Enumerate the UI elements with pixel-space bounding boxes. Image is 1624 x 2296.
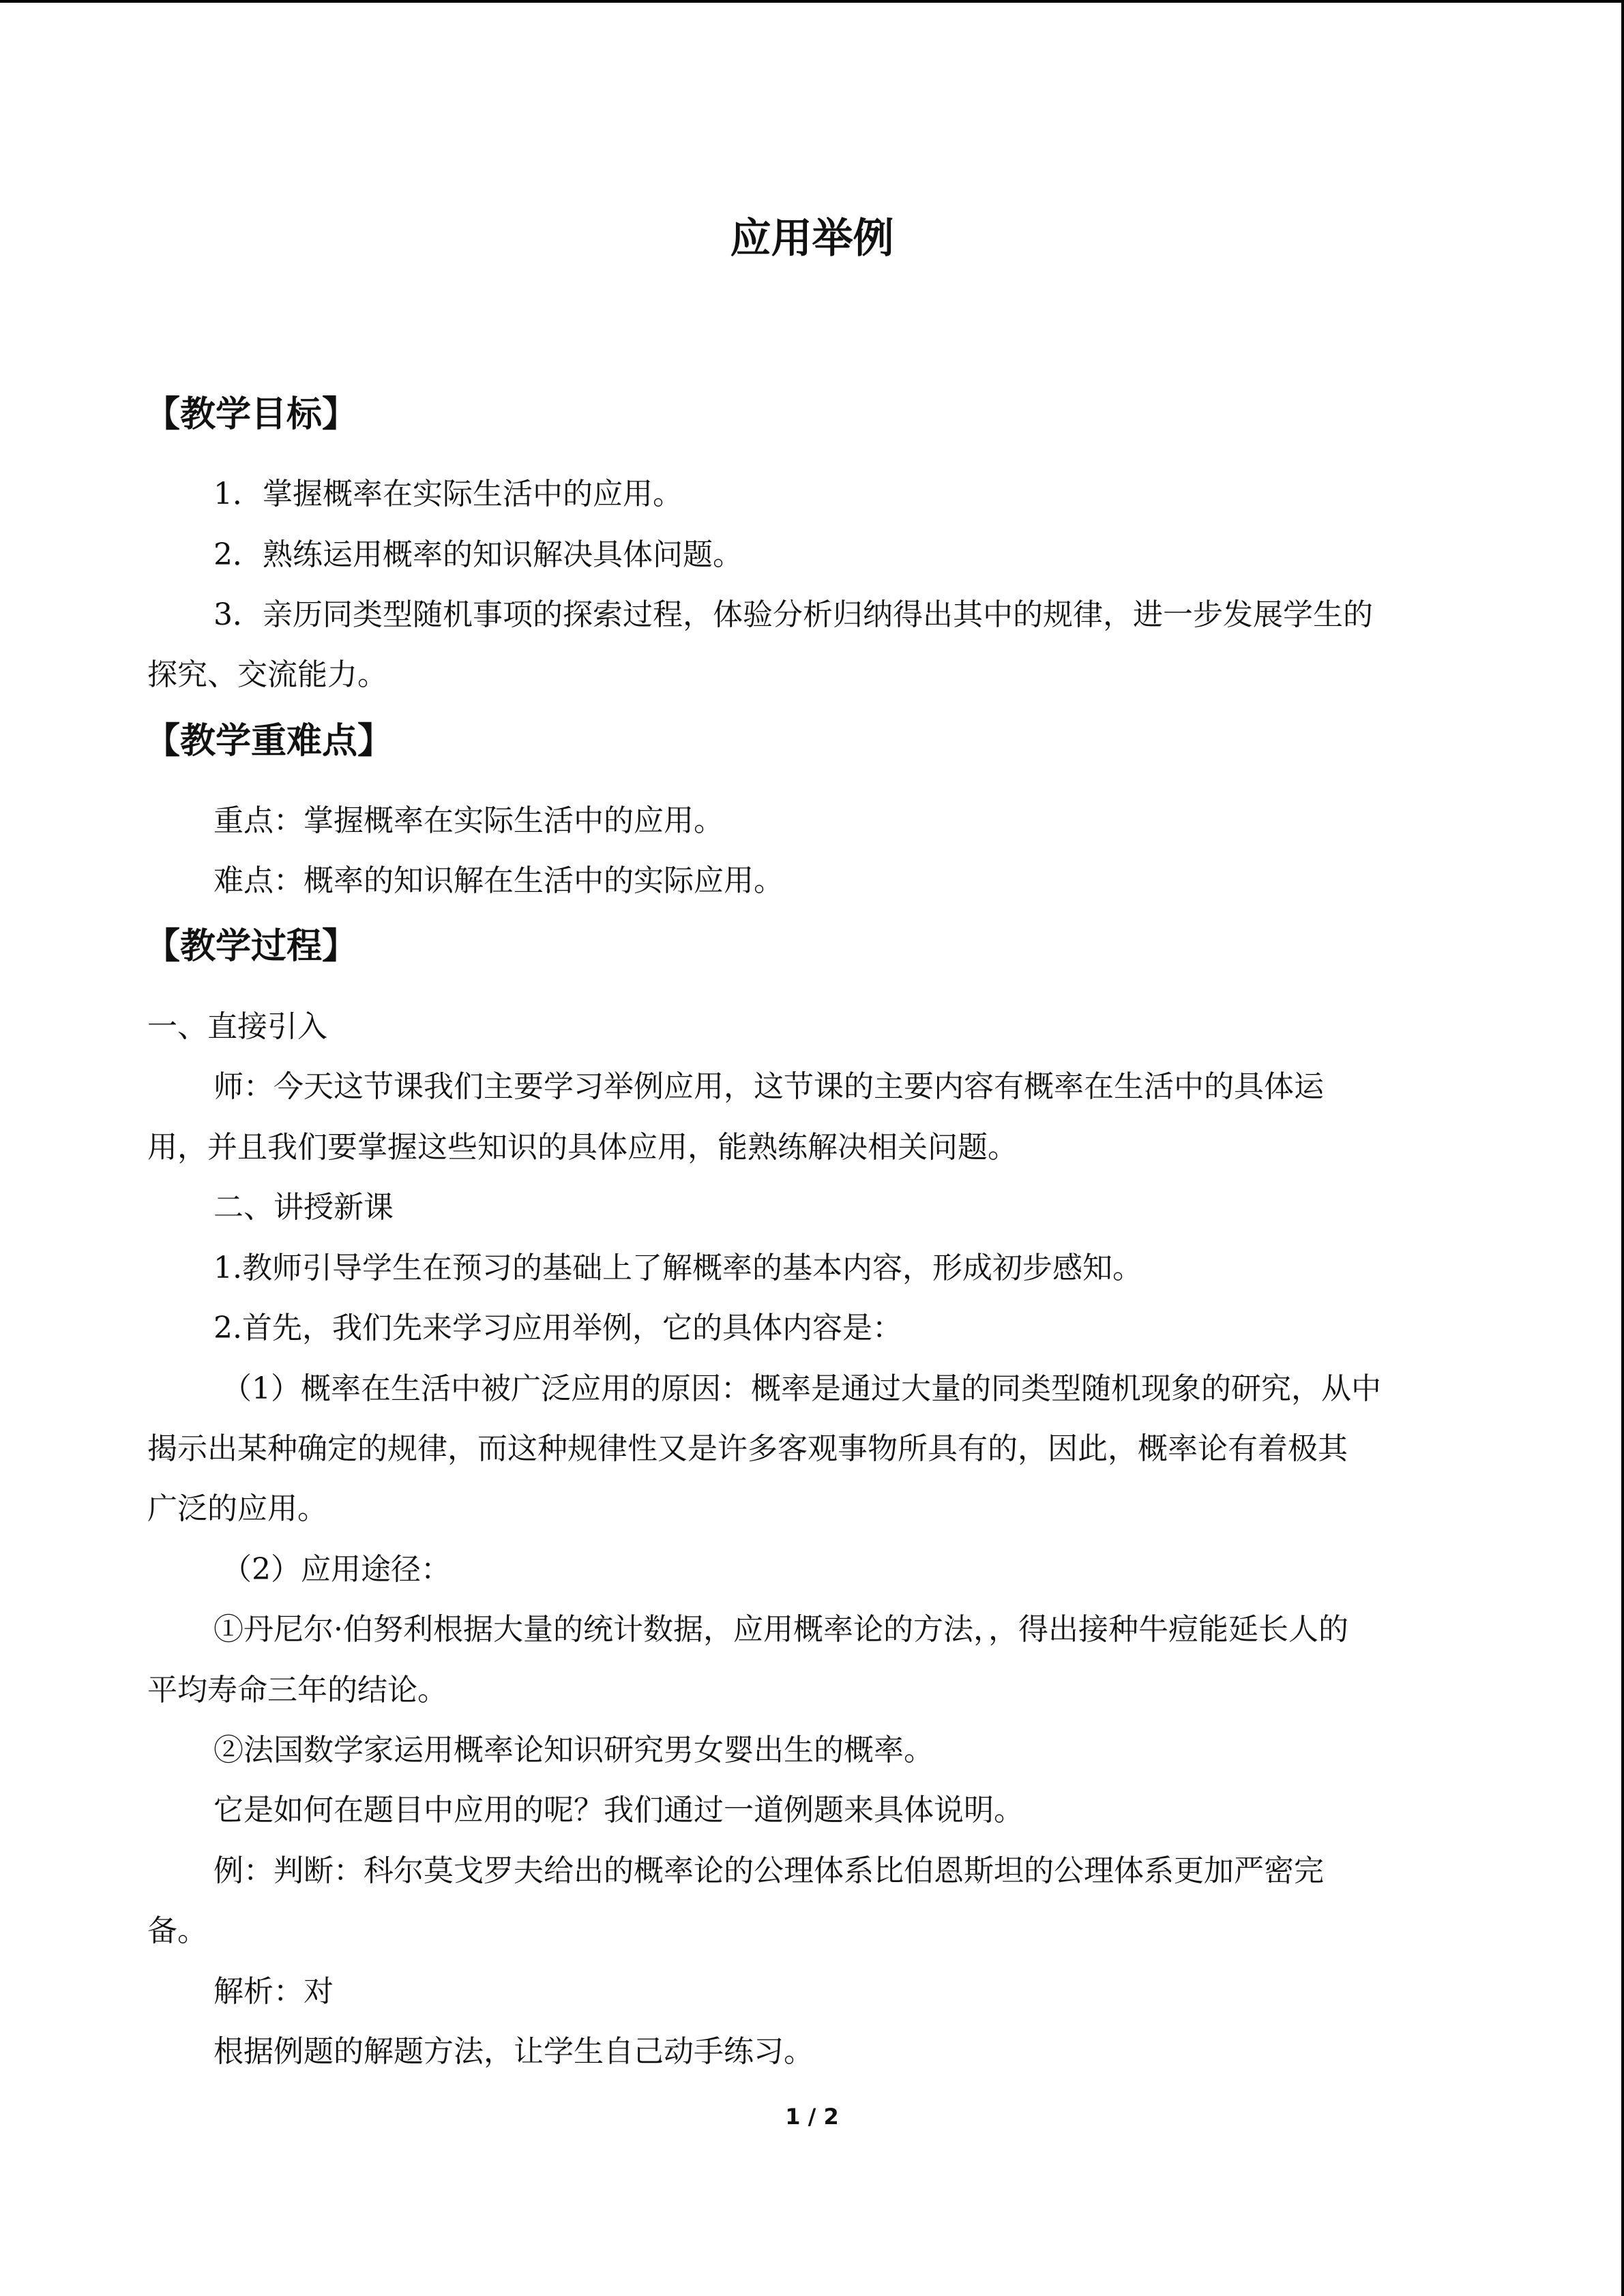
objective-item-1: 1．掌握概率在实际生活中的应用。 <box>213 477 683 511</box>
process-line: ②法国数学家运用概率论知识研究男女婴出生的概率。 <box>213 1733 934 1768</box>
process-line: （1）概率在生活中被广泛应用的原因：概率是通过大量的同类型随机现象的研究，从中 <box>222 1371 1381 1406</box>
process-line: 1.教师引导学生在预习的基础上了解概率的基本内容，形成初步感知。 <box>213 1251 1142 1285</box>
page-border-top <box>0 0 1624 3</box>
section-heading-key-points: 【教学重难点】 <box>145 721 394 762</box>
objective-item-3: 3．亲历同类型随机事项的探索过程，体验分析归纳得出其中的规律，进一步发展学生的 <box>213 597 1373 632</box>
objective-item-3-continued: 探究、交流能力。 <box>147 657 387 692</box>
process-line: 师：今天这节课我们主要学习举例应用，这节课的主要内容有概率在生活中的具体运 <box>213 1069 1324 1104</box>
process-line: 备。 <box>147 1913 207 1948</box>
process-line: 根据例题的解题方法，让学生自己动手练习。 <box>213 2034 814 2069</box>
section-heading-process: 【教学过程】 <box>145 926 358 967</box>
process-line: 平均寿命三年的结论。 <box>147 1673 447 1708</box>
process-line: 解析：对 <box>213 1974 334 2009</box>
key-point-focus: 重点：掌握概率在实际生活中的应用。 <box>213 803 724 838</box>
objective-item-2: 2．熟练运用概率的知识解决具体问题。 <box>213 537 743 572</box>
process-line: 例：判断：科尔莫戈罗夫给出的概率论的公理体系比伯恩斯坦的公理体系更加严密完 <box>213 1853 1324 1888</box>
process-line: 广泛的应用。 <box>147 1491 327 1526</box>
process-line: 揭示出某种确定的规律，而这种规律性又是许多客观事物所具有的，因此，概率论有着极其 <box>147 1431 1348 1466</box>
document-title: 应用举例 <box>730 215 894 263</box>
page-number: 1 / 2 <box>785 2104 839 2130</box>
process-line: 2.首先，我们先来学习应用举例，它的具体内容是： <box>213 1311 902 1345</box>
key-point-difficulty: 难点：概率的知识解在生活中的实际应用。 <box>213 863 784 898</box>
process-line: （2）应用途径： <box>222 1552 451 1587</box>
process-line: 用，并且我们要掌握这些知识的具体应用，能熟练解决相关问题。 <box>147 1130 1018 1165</box>
section-heading-objectives: 【教学目标】 <box>145 394 358 435</box>
page-border-right <box>1621 0 1624 2296</box>
process-line: 二、讲授新课 <box>213 1190 394 1225</box>
process-line: 它是如何在题目中应用的呢？我们通过一道例题来具体说明。 <box>213 1793 1024 1828</box>
process-line: 一、直接引入 <box>147 1009 327 1044</box>
process-line: ①丹尼尔·伯努利根据大量的统计数据，应用概率论的方法，，得出接种牛痘能延长人的 <box>213 1612 1348 1647</box>
